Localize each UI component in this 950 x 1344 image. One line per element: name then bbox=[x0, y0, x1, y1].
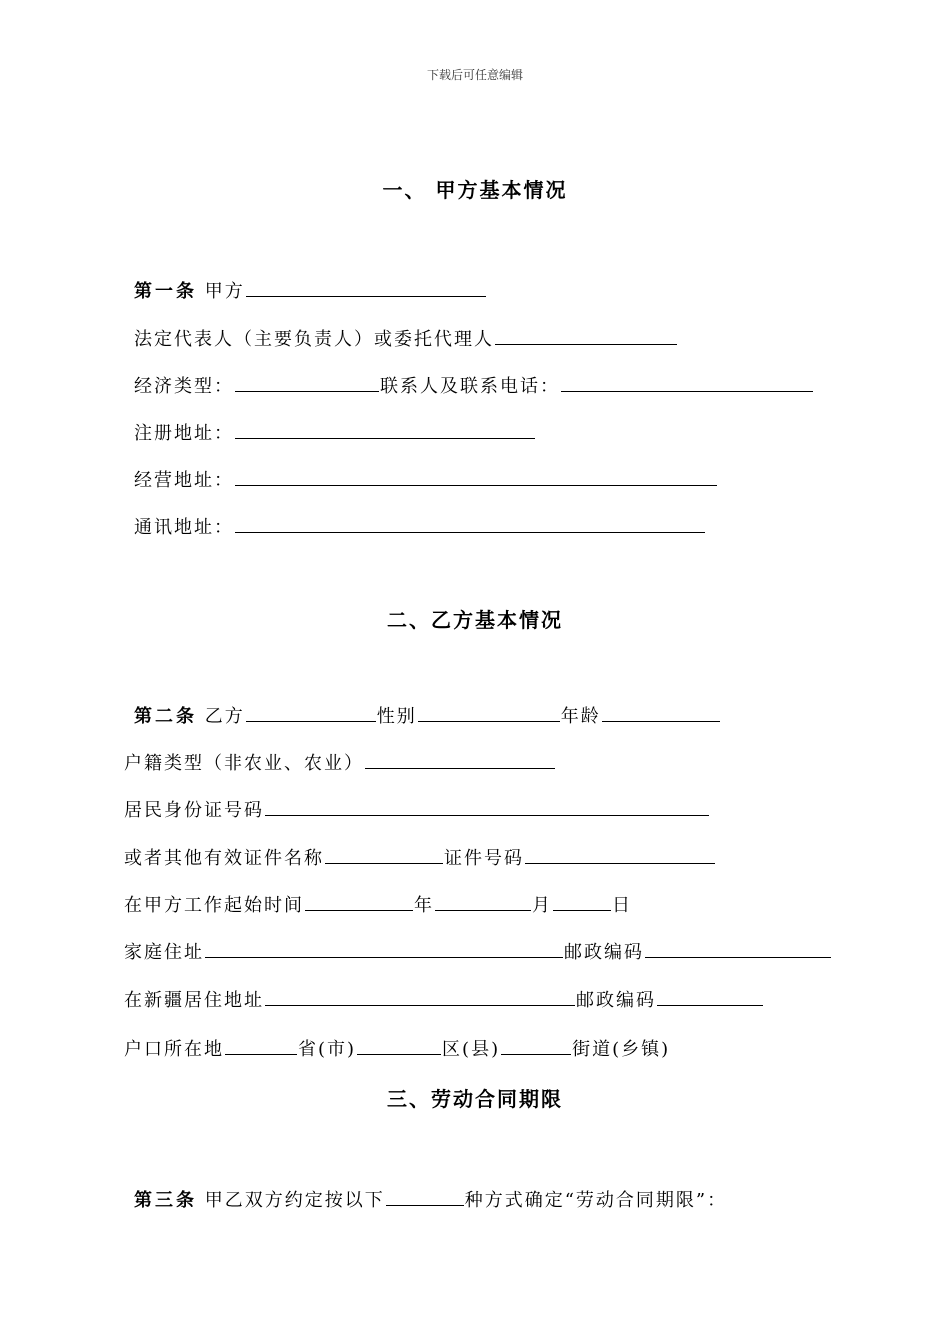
article3-row bbox=[134, 1181, 727, 1211]
method-number-field[interactable] bbox=[386, 1181, 464, 1206]
article3-text-after: 种方式确定“劳动合同期限”： bbox=[464, 1190, 728, 1211]
id-row bbox=[124, 791, 710, 821]
district-field[interactable] bbox=[357, 1030, 441, 1055]
home-address-field[interactable] bbox=[205, 933, 563, 958]
year-label: 年 bbox=[414, 895, 434, 916]
reg-address-field[interactable] bbox=[235, 414, 535, 439]
party-b-field[interactable] bbox=[246, 697, 376, 722]
province-label: 省(市) bbox=[298, 1039, 357, 1060]
legal-rep-row bbox=[134, 320, 678, 350]
biz-address-row bbox=[134, 461, 718, 491]
xinjiang-address-row bbox=[124, 981, 764, 1011]
article3-label: 第三条 bbox=[134, 1190, 197, 1211]
other-id-no-label: 证件号码 bbox=[444, 848, 524, 869]
biz-address-field[interactable] bbox=[235, 461, 717, 486]
party-a-label: 甲方 bbox=[204, 281, 245, 302]
xinjiang-address-field[interactable] bbox=[265, 981, 575, 1006]
day-label: 日 bbox=[612, 895, 632, 916]
other-id-row bbox=[124, 839, 716, 869]
article2-label: 第二条 bbox=[134, 706, 197, 727]
contact-field[interactable] bbox=[561, 367, 813, 392]
party-a-field[interactable] bbox=[246, 272, 486, 297]
hukou-location-row bbox=[124, 1030, 670, 1060]
contact-label: 联系人及联系电话： bbox=[380, 376, 560, 397]
section2-title: 二、乙方基本情况 bbox=[387, 608, 563, 632]
start-label: 在甲方工作起始时间 bbox=[124, 895, 304, 916]
district-label: 区(县) bbox=[442, 1039, 501, 1060]
street-label: 街道(乡镇) bbox=[572, 1039, 671, 1060]
reg-address-row bbox=[134, 414, 536, 444]
article2-row bbox=[134, 697, 721, 727]
gender-field[interactable] bbox=[418, 697, 560, 722]
article1-label: 第一条 bbox=[134, 281, 197, 302]
hukou-type-field[interactable] bbox=[365, 744, 555, 769]
id-field[interactable] bbox=[265, 791, 709, 816]
article3-text-before: 甲乙双方约定按以下 bbox=[204, 1190, 385, 1211]
other-id-no-field[interactable] bbox=[525, 839, 715, 864]
postcode2-label: 邮政编码 bbox=[576, 990, 656, 1011]
econ-type-field[interactable] bbox=[235, 367, 379, 392]
start-year-field[interactable] bbox=[305, 886, 413, 911]
month-label: 月 bbox=[532, 895, 552, 916]
province-field[interactable] bbox=[225, 1030, 297, 1055]
postcode-label: 邮政编码 bbox=[564, 942, 644, 963]
mail-address-label: 通讯地址： bbox=[134, 517, 234, 538]
hukou-loc-label: 户口所在地 bbox=[124, 1039, 224, 1060]
gender-label: 性别 bbox=[376, 706, 417, 727]
street-field[interactable] bbox=[501, 1030, 571, 1055]
xinjiang-label: 在新疆居住地址 bbox=[124, 990, 264, 1011]
start-date-row bbox=[124, 886, 632, 916]
start-day-field[interactable] bbox=[553, 886, 611, 911]
econ-type-row bbox=[134, 367, 814, 397]
id-label: 居民身份证号码 bbox=[124, 800, 264, 821]
mail-address-field[interactable] bbox=[235, 508, 705, 533]
mail-address-row bbox=[134, 508, 706, 538]
start-month-field[interactable] bbox=[435, 886, 531, 911]
header-note: 下载后可任意编辑 bbox=[426, 68, 523, 82]
home-label: 家庭住址 bbox=[124, 942, 204, 963]
party-b-label: 乙方 bbox=[204, 706, 245, 727]
legal-rep-label: 法定代表人（主要负责人）或委托代理人 bbox=[134, 329, 494, 350]
section1-title: 一、 甲方基本情况 bbox=[382, 178, 568, 202]
other-id-name-label: 或者其他有效证件名称 bbox=[124, 848, 324, 869]
hukou-type-row bbox=[124, 744, 556, 774]
section3-title: 三、劳动合同期限 bbox=[387, 1087, 563, 1111]
reg-address-label: 注册地址： bbox=[134, 423, 234, 444]
article1-row bbox=[134, 272, 487, 302]
hukou-type-label: 户籍类型（非农业、农业） bbox=[124, 753, 364, 774]
other-id-name-field[interactable] bbox=[325, 839, 443, 864]
postcode2-field[interactable] bbox=[657, 981, 763, 1006]
age-label: 年龄 bbox=[560, 706, 601, 727]
age-field[interactable] bbox=[602, 697, 720, 722]
econ-type-label: 经济类型： bbox=[134, 376, 234, 397]
postcode-field[interactable] bbox=[645, 933, 831, 958]
legal-rep-field[interactable] bbox=[495, 320, 677, 345]
biz-address-label: 经营地址： bbox=[134, 470, 234, 491]
home-address-row bbox=[124, 933, 832, 963]
